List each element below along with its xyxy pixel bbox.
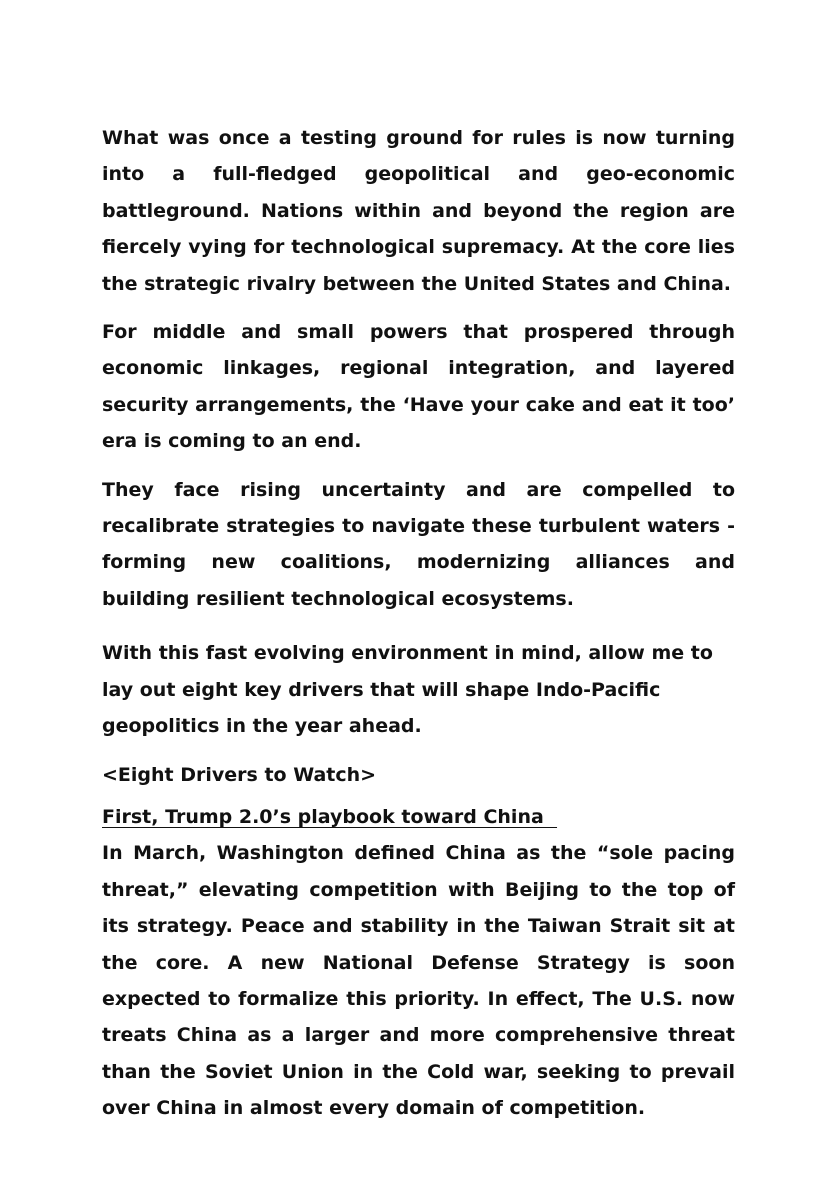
paragraph-middle-powers: For middle and small powers that prospered through economic linkages, regional integration, and layered security arrangements, the ‘Have your cake and eat it too’ era is coming to an end. bbox=[102, 321, 735, 453]
subsection-heading: First, Trump 2.0’s playbook toward China bbox=[102, 805, 558, 828]
paragraph-eight-drivers-intro: With this fast evolving environment in mind, allow me to lay out eight key drivers that will shape Indo-Pacific geopolitics in the year ahead. bbox=[102, 642, 713, 738]
document-body bbox=[102, 120, 735, 1127]
paragraph-trump-china: In March, Washington defined China as the “sole pacing threat,” elevating competition with Beijing to the top of its strategy. Peace and stability in the Taiwan Strait sit at the core. A new National Defense Strategy is soon expected to formalize this priority. In effect, The U.S. now treats China as a larger and more comprehensive threat than the Soviet Union in the Cold war, seeking to prevail over China in almost every domain of competition. bbox=[102, 842, 735, 1120]
paragraph-rules-battleground: What was once a testing ground for rules is now turning into a full-fledged geopolitical and geo-economic battleground. Nations within and beyond the region are fiercely vying for technological supremacy. At the core lies the strategic rivalry between the United States and China. bbox=[102, 127, 735, 295]
paragraph-rising-uncertainty: They face rising uncertainty and are compelled to recalibrate strategies to navigate these turbulent waters - forming new coalitions, modernizing alliances and building resilient technological ecosystems. bbox=[102, 478, 735, 610]
section-heading: <Eight Drivers to Watch> bbox=[102, 763, 377, 786]
